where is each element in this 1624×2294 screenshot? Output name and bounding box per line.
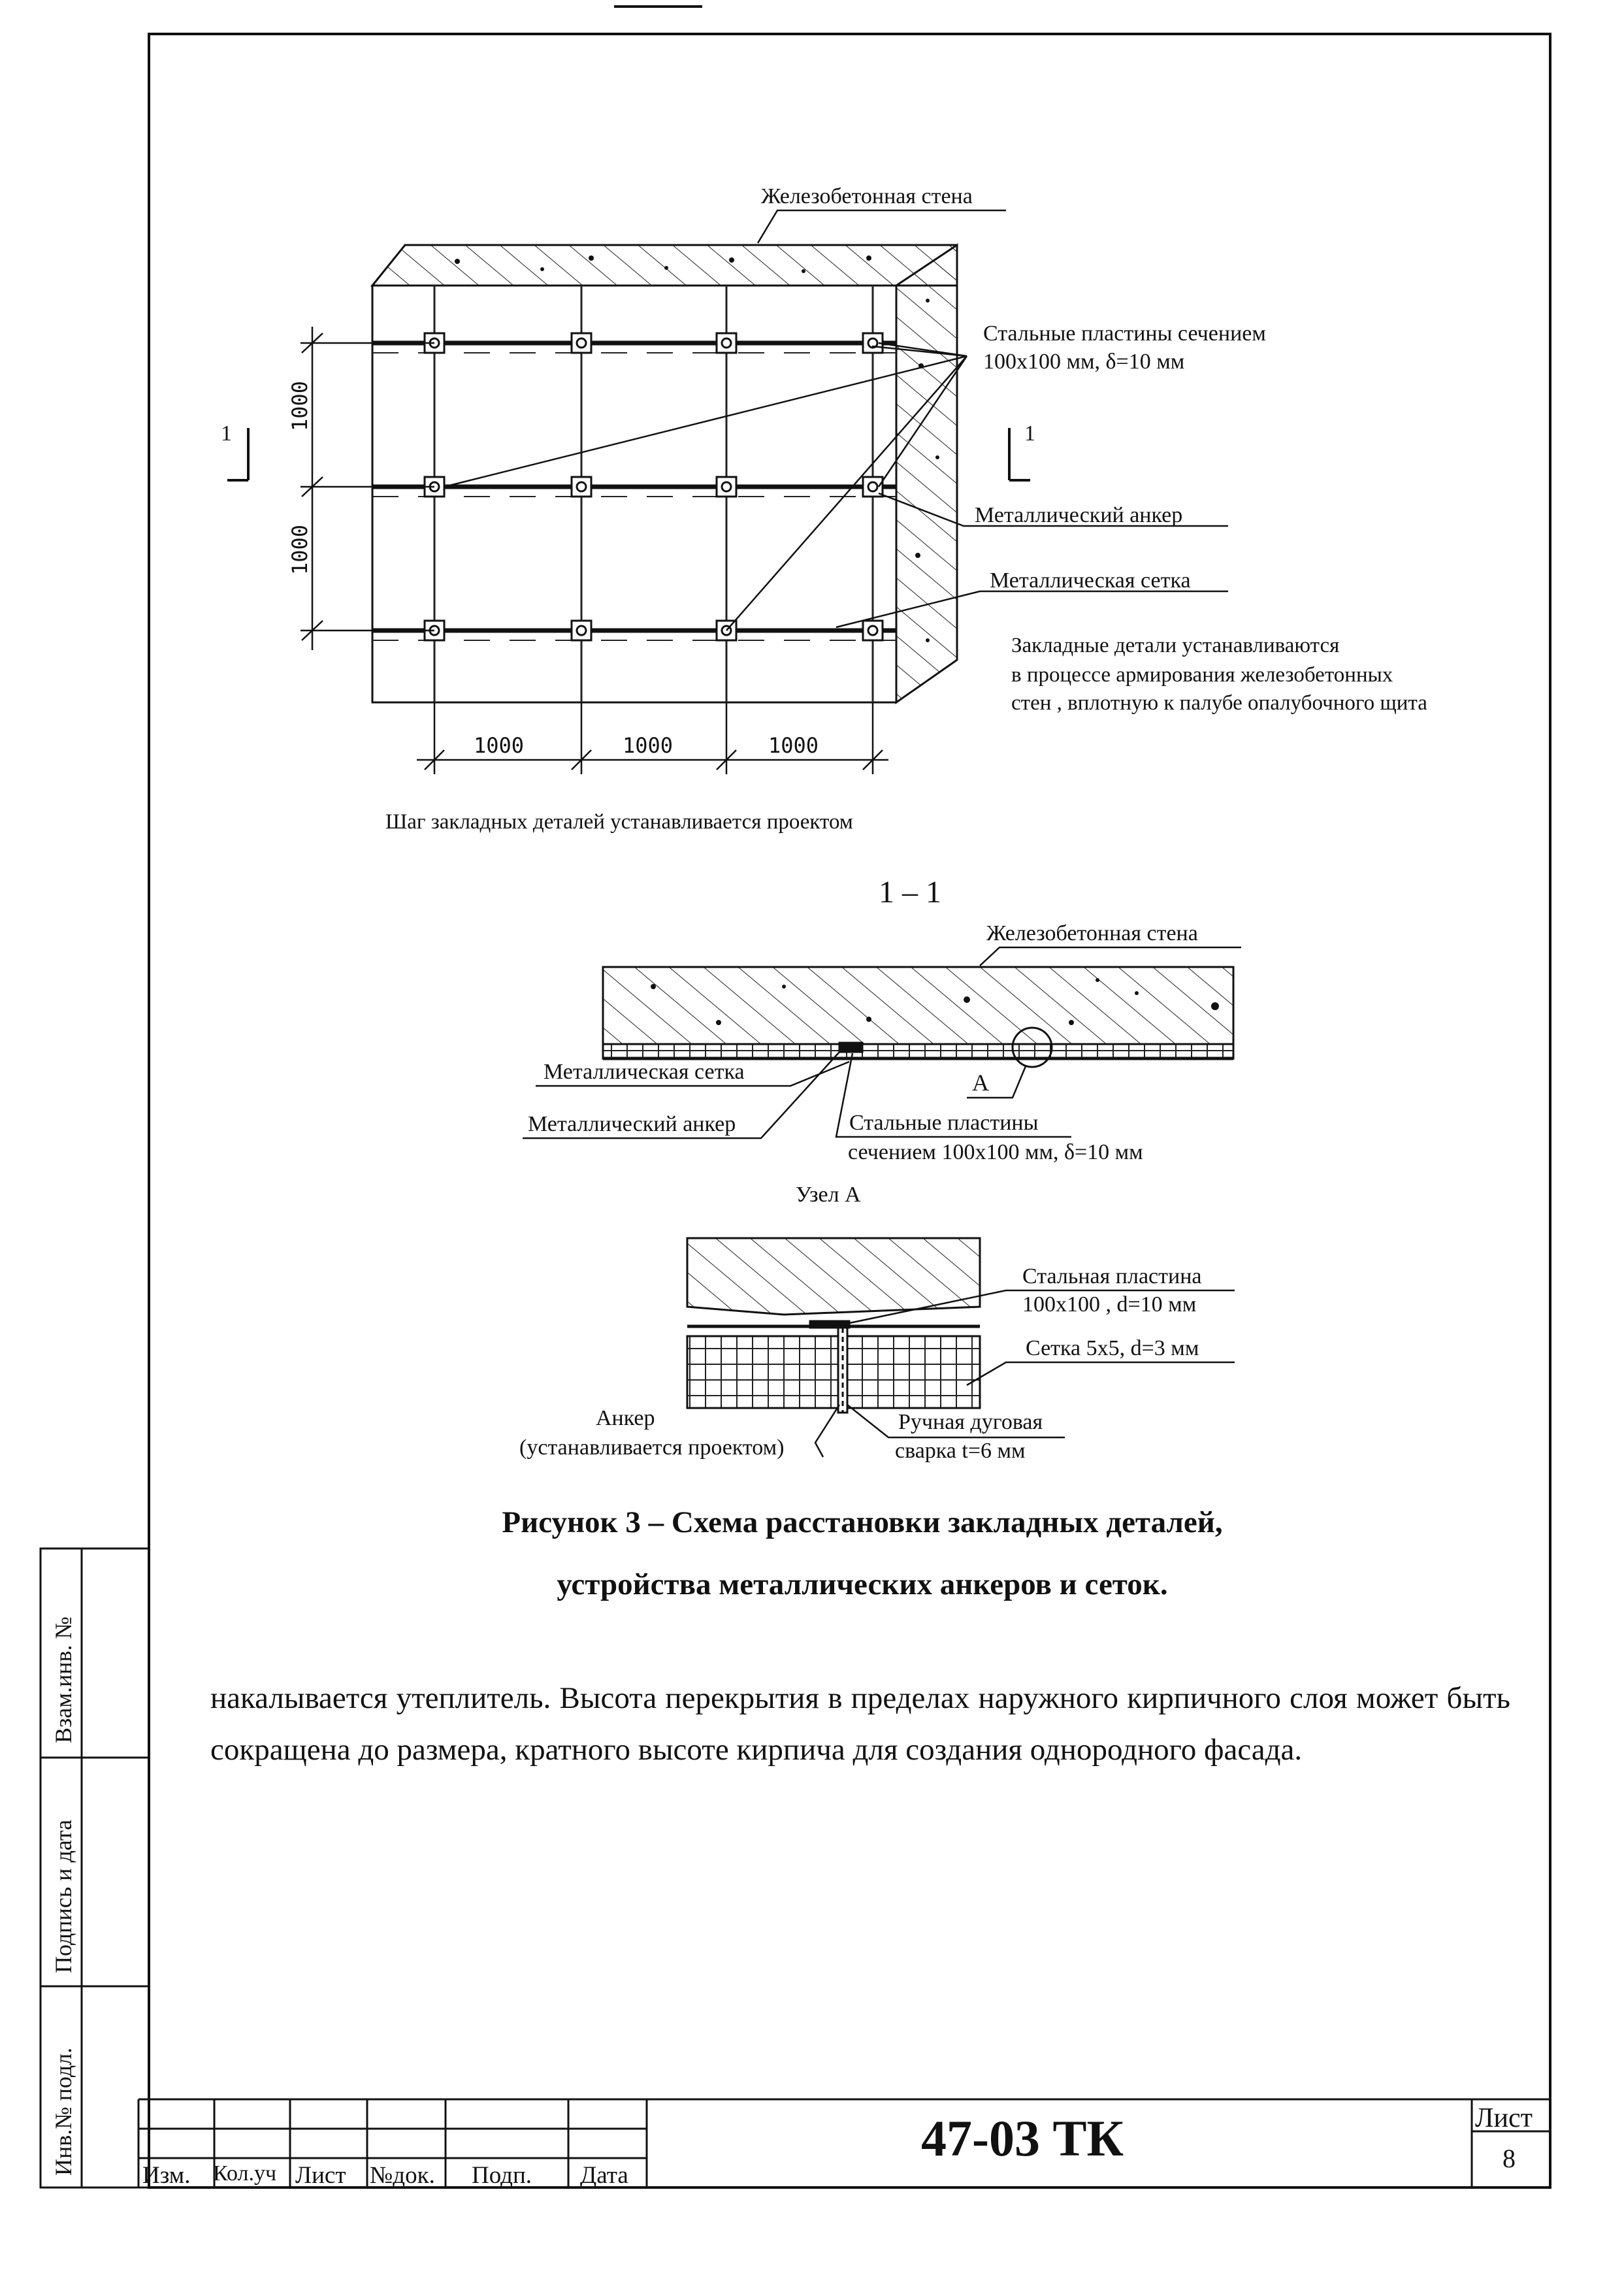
section-mark-right: 1 bbox=[1024, 421, 1035, 446]
dim-horizontal-2: 1000 bbox=[623, 733, 674, 758]
tb-col-izm: Изм. bbox=[142, 2162, 191, 2189]
node-plate-line2: 100х100 , d=10 мм bbox=[1022, 1292, 1197, 1317]
sheet-label: Лист bbox=[1475, 2103, 1533, 2133]
doc-code: 47-03 ТК bbox=[921, 2110, 1124, 2167]
section-plates-line2: сечением 100х100 мм, δ=10 мм bbox=[848, 1140, 1143, 1164]
mesh-label: Металлическая сетка bbox=[990, 568, 1191, 593]
section-mark-left: 1 bbox=[221, 421, 232, 446]
plates-label-line1: Стальные пластины сечением bbox=[983, 321, 1266, 346]
anchor-label: Металлический анкер bbox=[975, 503, 1183, 527]
stamp-field-inventory: Инв.№ подл. bbox=[50, 2047, 76, 2176]
tb-col-list: Лист bbox=[295, 2162, 346, 2189]
stamp-field-signature: Подпись и дата bbox=[50, 1820, 76, 1973]
tb-col-data: Дата bbox=[580, 2162, 628, 2189]
node-anchor-line2: (устанавливается проектом) bbox=[519, 1435, 785, 1460]
node-wall bbox=[687, 1238, 980, 1413]
dim-vertical-1: 1000 bbox=[287, 380, 312, 431]
node-anchor-line1: Анкер bbox=[596, 1406, 655, 1430]
sheet-number: 8 bbox=[1502, 2144, 1516, 2173]
node-mark: А bbox=[972, 1070, 989, 1096]
dim-horizontal-1: 1000 bbox=[474, 733, 525, 758]
figure-caption-line1: Рисунок 3 – Схема расстановки закладных деталей, bbox=[502, 1505, 1223, 1539]
node-weld-line2: сварка t=6 мм bbox=[895, 1439, 1026, 1463]
figure-caption-line2: устройства металлических анкеров и сеток. bbox=[557, 1567, 1168, 1601]
section-wall-label: Железобетонная стена bbox=[986, 921, 1198, 945]
note-line-1: Закладные детали устанавливаются bbox=[1011, 634, 1340, 657]
title-block-frame bbox=[138, 2099, 1550, 2187]
note-line-3: стен , вплотную к палубе опалубочного щита bbox=[1011, 691, 1427, 715]
node-weld-line1: Ручная дуговая bbox=[898, 1410, 1043, 1434]
note-line-2: в процессе армирования железобетонных bbox=[1011, 663, 1393, 687]
step-note: Шаг закладных деталей устанавливается проектом bbox=[385, 810, 853, 834]
section-mesh-label: Металлическая сетка bbox=[544, 1060, 745, 1084]
body-paragraph: накалывается утеплитель. Высота перекрытия в пределах наружного кирпичного слоя может быть сокращена до размера, кратного высоте кирпича для создания однородного фасада. bbox=[210, 1681, 1510, 1767]
tb-col-kolych: Кол.уч bbox=[213, 2161, 277, 2186]
plates-label-line2: 100х100 мм, δ=10 мм bbox=[983, 350, 1185, 374]
stamp-field-replacement: Взам.инв. № bbox=[50, 1616, 76, 1743]
wall-label: Железобетонная стена bbox=[761, 184, 973, 208]
tb-col-podp: Подп. bbox=[472, 2162, 532, 2189]
dim-vertical-2: 1000 bbox=[287, 524, 312, 575]
node-mesh-label: Сетка 5х5, d=3 мм bbox=[1026, 1336, 1199, 1360]
section-title: 1 – 1 bbox=[879, 875, 941, 909]
section-wall bbox=[603, 967, 1233, 1067]
dim-horizontal-3: 1000 bbox=[768, 733, 819, 758]
tb-col-ndok: №док. bbox=[370, 2162, 435, 2189]
section-anchor-label: Металлический анкер bbox=[528, 1112, 736, 1136]
section-plates-line1: Стальные пластины bbox=[849, 1111, 1039, 1135]
node-title: Узел А bbox=[796, 1183, 861, 1207]
node-plate-line1: Стальная пластина bbox=[1022, 1264, 1202, 1288]
